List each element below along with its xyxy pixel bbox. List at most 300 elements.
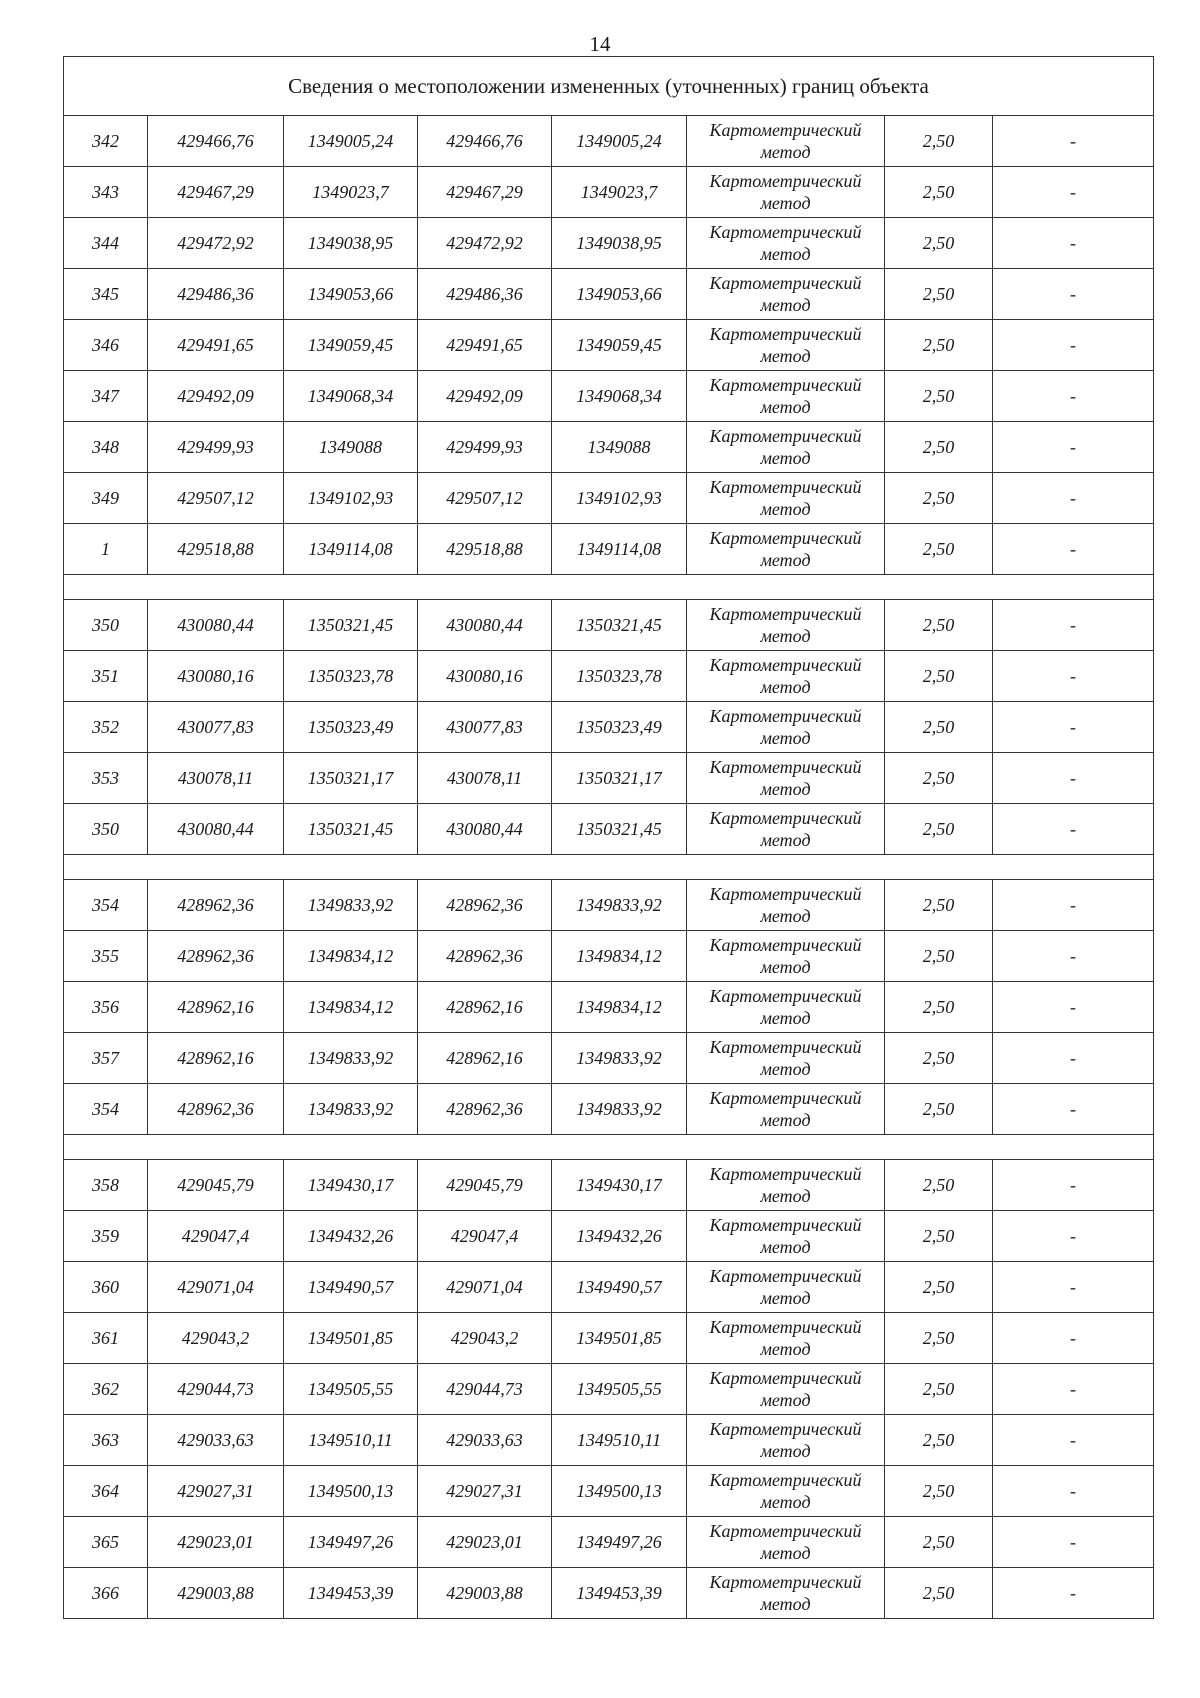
table-row (64, 422, 1154, 473)
y-refined-cell: 1349038,95 (552, 218, 687, 269)
x-existing-cell: 430080,44 (148, 804, 284, 855)
method-cell (687, 473, 885, 524)
x-refined-cell: 429003,88 (418, 1568, 552, 1619)
x-existing-cell: 428962,36 (148, 1084, 284, 1135)
table-row (64, 804, 1154, 855)
description-cell: - (993, 1084, 1154, 1135)
y-existing-cell: 1349088 (284, 422, 418, 473)
accuracy-cell: 2,50 (885, 371, 993, 422)
y-existing-cell: 1349510,11 (284, 1415, 418, 1466)
method-line-1: Картометрический (709, 706, 862, 726)
x-refined-cell: 429491,65 (418, 320, 552, 371)
accuracy-cell: 2,50 (885, 1084, 993, 1135)
method-line-1: Картометрический (709, 528, 862, 548)
y-existing-cell: 1349038,95 (284, 218, 418, 269)
group-separator-row (64, 855, 1154, 880)
method-line-1: Картометрический (709, 1368, 862, 1388)
method-text (709, 1520, 861, 1564)
method-cell (687, 1033, 885, 1084)
table-row (64, 371, 1154, 422)
description-cell: - (993, 371, 1154, 422)
point-number-cell: 346 (64, 320, 148, 371)
x-refined-cell: 428962,36 (418, 1084, 552, 1135)
x-refined-cell: 429045,79 (418, 1160, 552, 1211)
method-text (709, 1316, 861, 1360)
y-refined-cell: 1349114,08 (552, 524, 687, 575)
y-existing-cell: 1349053,66 (284, 269, 418, 320)
method-cell (687, 1364, 885, 1415)
accuracy-cell: 2,50 (885, 473, 993, 524)
y-existing-cell: 1349453,39 (284, 1568, 418, 1619)
point-number-cell: 363 (64, 1415, 148, 1466)
description-cell: - (993, 651, 1154, 702)
table-body (64, 57, 1154, 1619)
y-existing-cell: 1350321,45 (284, 600, 418, 651)
y-refined-cell: 1350321,45 (552, 600, 687, 651)
y-existing-cell: 1350323,78 (284, 651, 418, 702)
table-row (64, 1313, 1154, 1364)
y-refined-cell: 1349501,85 (552, 1313, 687, 1364)
x-refined-cell: 429499,93 (418, 422, 552, 473)
x-refined-cell: 429023,01 (418, 1517, 552, 1568)
y-existing-cell: 1349501,85 (284, 1313, 418, 1364)
y-refined-cell: 1350321,45 (552, 804, 687, 855)
y-existing-cell: 1349834,12 (284, 982, 418, 1033)
table-row (64, 982, 1154, 1033)
method-line-1: Картометрический (709, 375, 862, 395)
x-refined-cell: 429027,31 (418, 1466, 552, 1517)
table-title-row (64, 57, 1154, 116)
x-existing-cell: 429518,88 (148, 524, 284, 575)
x-existing-cell: 430078,11 (148, 753, 284, 804)
method-line-2: метод (760, 1110, 811, 1130)
method-line-2: метод (760, 779, 811, 799)
x-existing-cell: 429033,63 (148, 1415, 284, 1466)
method-line-2: метод (760, 1492, 811, 1512)
group-separator-cell (64, 855, 1154, 880)
description-cell: - (993, 524, 1154, 575)
method-line-2: метод (760, 1594, 811, 1614)
accuracy-cell: 2,50 (885, 1262, 993, 1313)
y-refined-cell: 1349834,12 (552, 982, 687, 1033)
method-cell (687, 1211, 885, 1262)
y-refined-cell: 1349510,11 (552, 1415, 687, 1466)
x-existing-cell: 429486,36 (148, 269, 284, 320)
point-number-cell: 358 (64, 1160, 148, 1211)
y-existing-cell: 1349833,92 (284, 1084, 418, 1135)
point-number-cell: 354 (64, 1084, 148, 1135)
group-separator-row (64, 1135, 1154, 1160)
method-text (709, 883, 861, 927)
accuracy-cell: 2,50 (885, 651, 993, 702)
method-cell (687, 651, 885, 702)
description-cell: - (993, 1262, 1154, 1313)
table-row (64, 880, 1154, 931)
method-line-2: метод (760, 1390, 811, 1410)
x-existing-cell: 428962,36 (148, 880, 284, 931)
x-refined-cell: 430080,44 (418, 600, 552, 651)
method-line-1: Картометрический (709, 1215, 862, 1235)
method-line-1: Картометрический (709, 120, 862, 140)
description-cell: - (993, 1568, 1154, 1619)
method-line-2: метод (760, 1186, 811, 1206)
y-existing-cell: 1349505,55 (284, 1364, 418, 1415)
x-refined-cell: 429472,92 (418, 218, 552, 269)
table-row (64, 1517, 1154, 1568)
accuracy-cell: 2,50 (885, 600, 993, 651)
table-row (64, 1364, 1154, 1415)
method-cell (687, 982, 885, 1033)
method-cell (687, 931, 885, 982)
description-cell: - (993, 1415, 1154, 1466)
y-existing-cell: 1349114,08 (284, 524, 418, 575)
table-row (64, 753, 1154, 804)
y-refined-cell: 1349023,7 (552, 167, 687, 218)
y-existing-cell: 1349068,34 (284, 371, 418, 422)
method-line-2: метод (760, 244, 811, 264)
group-separator-cell (64, 1135, 1154, 1160)
point-number-cell: 350 (64, 600, 148, 651)
x-existing-cell: 429472,92 (148, 218, 284, 269)
y-existing-cell: 1349102,93 (284, 473, 418, 524)
method-line-2: метод (760, 1059, 811, 1079)
x-refined-cell: 429047,4 (418, 1211, 552, 1262)
method-line-2: метод (760, 957, 811, 977)
method-cell (687, 880, 885, 931)
method-cell (687, 320, 885, 371)
x-refined-cell: 429466,76 (418, 116, 552, 167)
method-cell (687, 422, 885, 473)
x-existing-cell: 429071,04 (148, 1262, 284, 1313)
y-existing-cell: 1349833,92 (284, 1033, 418, 1084)
point-number-cell: 343 (64, 167, 148, 218)
x-refined-cell: 429044,73 (418, 1364, 552, 1415)
x-refined-cell: 428962,36 (418, 880, 552, 931)
accuracy-cell: 2,50 (885, 1313, 993, 1364)
accuracy-cell: 2,50 (885, 1364, 993, 1415)
point-number-cell: 360 (64, 1262, 148, 1313)
y-refined-cell: 1349053,66 (552, 269, 687, 320)
method-cell (687, 218, 885, 269)
method-line-2: метод (760, 906, 811, 926)
method-line-2: метод (760, 1237, 811, 1257)
table-row (64, 167, 1154, 218)
table-row (64, 931, 1154, 982)
method-line-2: метод (760, 397, 811, 417)
method-text (709, 323, 861, 367)
method-cell (687, 702, 885, 753)
table-row (64, 524, 1154, 575)
point-number-cell: 348 (64, 422, 148, 473)
y-existing-cell: 1350321,17 (284, 753, 418, 804)
x-existing-cell: 428962,16 (148, 1033, 284, 1084)
point-number-cell: 353 (64, 753, 148, 804)
y-existing-cell: 1350323,49 (284, 702, 418, 753)
description-cell: - (993, 167, 1154, 218)
point-number-cell: 351 (64, 651, 148, 702)
description-cell: - (993, 1466, 1154, 1517)
x-existing-cell: 429492,09 (148, 371, 284, 422)
accuracy-cell: 2,50 (885, 320, 993, 371)
accuracy-cell: 2,50 (885, 1211, 993, 1262)
accuracy-cell: 2,50 (885, 1466, 993, 1517)
method-line-2: метод (760, 1339, 811, 1359)
description-cell: - (993, 1364, 1154, 1415)
y-refined-cell: 1350321,17 (552, 753, 687, 804)
group-separator-cell (64, 575, 1154, 600)
method-line-2: метод (760, 142, 811, 162)
y-existing-cell: 1349490,57 (284, 1262, 418, 1313)
y-existing-cell: 1349005,24 (284, 116, 418, 167)
x-existing-cell: 428962,16 (148, 982, 284, 1033)
table-row (64, 1415, 1154, 1466)
method-cell (687, 1084, 885, 1135)
x-existing-cell: 429044,73 (148, 1364, 284, 1415)
method-text (709, 1036, 861, 1080)
point-number-cell: 352 (64, 702, 148, 753)
y-refined-cell: 1349088 (552, 422, 687, 473)
description-cell: - (993, 1211, 1154, 1262)
method-line-2: метод (760, 626, 811, 646)
accuracy-cell: 2,50 (885, 804, 993, 855)
point-number-cell: 356 (64, 982, 148, 1033)
point-number-cell: 350 (64, 804, 148, 855)
y-refined-cell: 1349102,93 (552, 473, 687, 524)
x-refined-cell: 430078,11 (418, 753, 552, 804)
method-line-1: Картометрический (709, 1088, 862, 1108)
method-line-2: метод (760, 1543, 811, 1563)
description-cell: - (993, 1517, 1154, 1568)
y-refined-cell: 1349453,39 (552, 1568, 687, 1619)
boundary-coordinates-table (63, 56, 1154, 1619)
y-refined-cell: 1349059,45 (552, 320, 687, 371)
method-cell (687, 116, 885, 167)
x-existing-cell: 429466,76 (148, 116, 284, 167)
method-line-2: метод (760, 1288, 811, 1308)
method-line-1: Картометрический (709, 273, 862, 293)
method-line-1: Картометрический (709, 808, 862, 828)
table-row (64, 702, 1154, 753)
y-existing-cell: 1349497,26 (284, 1517, 418, 1568)
y-existing-cell: 1349833,92 (284, 880, 418, 931)
method-line-1: Картометрический (709, 1419, 862, 1439)
method-text (709, 985, 861, 1029)
y-refined-cell: 1349490,57 (552, 1262, 687, 1313)
method-text (709, 1469, 861, 1513)
description-cell: - (993, 702, 1154, 753)
method-text (709, 221, 861, 265)
x-existing-cell: 429491,65 (148, 320, 284, 371)
method-line-1: Картометрический (709, 935, 862, 955)
method-line-2: метод (760, 448, 811, 468)
y-refined-cell: 1349834,12 (552, 931, 687, 982)
table-row (64, 320, 1154, 371)
method-cell (687, 524, 885, 575)
method-text (709, 1214, 861, 1258)
method-cell (687, 167, 885, 218)
point-number-cell: 355 (64, 931, 148, 982)
method-cell (687, 1568, 885, 1619)
x-existing-cell: 430080,44 (148, 600, 284, 651)
y-refined-cell: 1349432,26 (552, 1211, 687, 1262)
method-cell (687, 804, 885, 855)
description-cell: - (993, 880, 1154, 931)
x-existing-cell: 429499,93 (148, 422, 284, 473)
accuracy-cell: 2,50 (885, 422, 993, 473)
method-line-1: Картометрический (709, 1037, 862, 1057)
x-refined-cell: 430080,44 (418, 804, 552, 855)
point-number-cell: 1 (64, 524, 148, 575)
accuracy-cell: 2,50 (885, 1517, 993, 1568)
accuracy-cell: 2,50 (885, 1415, 993, 1466)
point-number-cell: 347 (64, 371, 148, 422)
y-refined-cell: 1349833,92 (552, 1033, 687, 1084)
x-existing-cell: 430077,83 (148, 702, 284, 753)
method-line-1: Картометрический (709, 426, 862, 446)
x-existing-cell: 430080,16 (148, 651, 284, 702)
accuracy-cell: 2,50 (885, 116, 993, 167)
method-text (709, 705, 861, 749)
point-number-cell: 365 (64, 1517, 148, 1568)
method-text (709, 807, 861, 851)
x-refined-cell: 429071,04 (418, 1262, 552, 1313)
description-cell: - (993, 422, 1154, 473)
y-existing-cell: 1349023,7 (284, 167, 418, 218)
method-line-2: метод (760, 193, 811, 213)
x-refined-cell: 430077,83 (418, 702, 552, 753)
y-refined-cell: 1349505,55 (552, 1364, 687, 1415)
point-number-cell: 366 (64, 1568, 148, 1619)
description-cell: - (993, 269, 1154, 320)
y-refined-cell: 1349500,13 (552, 1466, 687, 1517)
accuracy-cell: 2,50 (885, 1160, 993, 1211)
y-refined-cell: 1349833,92 (552, 880, 687, 931)
y-refined-cell: 1349497,26 (552, 1517, 687, 1568)
x-existing-cell: 429507,12 (148, 473, 284, 524)
method-line-1: Картометрический (709, 1521, 862, 1541)
method-line-2: метод (760, 830, 811, 850)
x-existing-cell: 429467,29 (148, 167, 284, 218)
method-cell (687, 371, 885, 422)
description-cell: - (993, 753, 1154, 804)
method-line-1: Картометрический (709, 1164, 862, 1184)
accuracy-cell: 2,50 (885, 524, 993, 575)
description-cell: - (993, 1160, 1154, 1211)
y-existing-cell: 1349834,12 (284, 931, 418, 982)
method-line-1: Картометрический (709, 1572, 862, 1592)
method-line-2: метод (760, 728, 811, 748)
method-text (709, 756, 861, 800)
accuracy-cell: 2,50 (885, 269, 993, 320)
x-existing-cell: 429027,31 (148, 1466, 284, 1517)
x-refined-cell: 430080,16 (418, 651, 552, 702)
table-row (64, 1262, 1154, 1313)
y-refined-cell: 1349005,24 (552, 116, 687, 167)
x-refined-cell: 428962,16 (418, 1033, 552, 1084)
accuracy-cell: 2,50 (885, 1568, 993, 1619)
method-text (709, 1163, 861, 1207)
y-existing-cell: 1349432,26 (284, 1211, 418, 1262)
y-existing-cell: 1349430,17 (284, 1160, 418, 1211)
description-cell: - (993, 1313, 1154, 1364)
x-existing-cell: 429045,79 (148, 1160, 284, 1211)
y-existing-cell: 1349500,13 (284, 1466, 418, 1517)
method-cell (687, 600, 885, 651)
table-row (64, 651, 1154, 702)
y-refined-cell: 1350323,49 (552, 702, 687, 753)
point-number-cell: 344 (64, 218, 148, 269)
point-number-cell: 359 (64, 1211, 148, 1262)
description-cell: - (993, 473, 1154, 524)
method-line-2: метод (760, 499, 811, 519)
method-text (709, 1571, 861, 1615)
table-row (64, 1160, 1154, 1211)
accuracy-cell: 2,50 (885, 1033, 993, 1084)
method-text (709, 934, 861, 978)
table-row (64, 1211, 1154, 1262)
x-existing-cell: 428962,36 (148, 931, 284, 982)
table-row (64, 600, 1154, 651)
table-row (64, 1568, 1154, 1619)
method-cell (687, 1466, 885, 1517)
method-text (709, 603, 861, 647)
x-refined-cell: 429033,63 (418, 1415, 552, 1466)
method-cell (687, 1517, 885, 1568)
accuracy-cell: 2,50 (885, 218, 993, 269)
y-existing-cell: 1350321,45 (284, 804, 418, 855)
method-cell (687, 1313, 885, 1364)
method-line-1: Картометрический (709, 324, 862, 344)
description-cell: - (993, 600, 1154, 651)
method-line-1: Картометрический (709, 1317, 862, 1337)
method-line-1: Картометрический (709, 1266, 862, 1286)
table-row (64, 1466, 1154, 1517)
method-text (709, 119, 861, 163)
x-existing-cell: 429047,4 (148, 1211, 284, 1262)
method-text (709, 170, 861, 214)
method-line-2: метод (760, 550, 811, 570)
point-number-cell: 342 (64, 116, 148, 167)
method-cell (687, 1160, 885, 1211)
method-cell (687, 753, 885, 804)
accuracy-cell: 2,50 (885, 702, 993, 753)
method-line-1: Картометрический (709, 884, 862, 904)
method-text (709, 1087, 861, 1131)
x-existing-cell: 429043,2 (148, 1313, 284, 1364)
method-text (709, 1367, 861, 1411)
point-number-cell: 361 (64, 1313, 148, 1364)
method-line-1: Картометрический (709, 986, 862, 1006)
method-cell (687, 1262, 885, 1313)
method-line-1: Картометрический (709, 171, 862, 191)
x-existing-cell: 429003,88 (148, 1568, 284, 1619)
description-cell: - (993, 320, 1154, 371)
method-line-2: метод (760, 1441, 811, 1461)
description-cell: - (993, 116, 1154, 167)
method-line-1: Картометрический (709, 757, 862, 777)
x-refined-cell: 429043,2 (418, 1313, 552, 1364)
description-cell: - (993, 804, 1154, 855)
y-existing-cell: 1349059,45 (284, 320, 418, 371)
accuracy-cell: 2,50 (885, 880, 993, 931)
description-cell: - (993, 218, 1154, 269)
table-row (64, 1033, 1154, 1084)
description-cell: - (993, 1033, 1154, 1084)
table-row (64, 116, 1154, 167)
method-text (709, 476, 861, 520)
method-cell (687, 1415, 885, 1466)
method-text (709, 654, 861, 698)
